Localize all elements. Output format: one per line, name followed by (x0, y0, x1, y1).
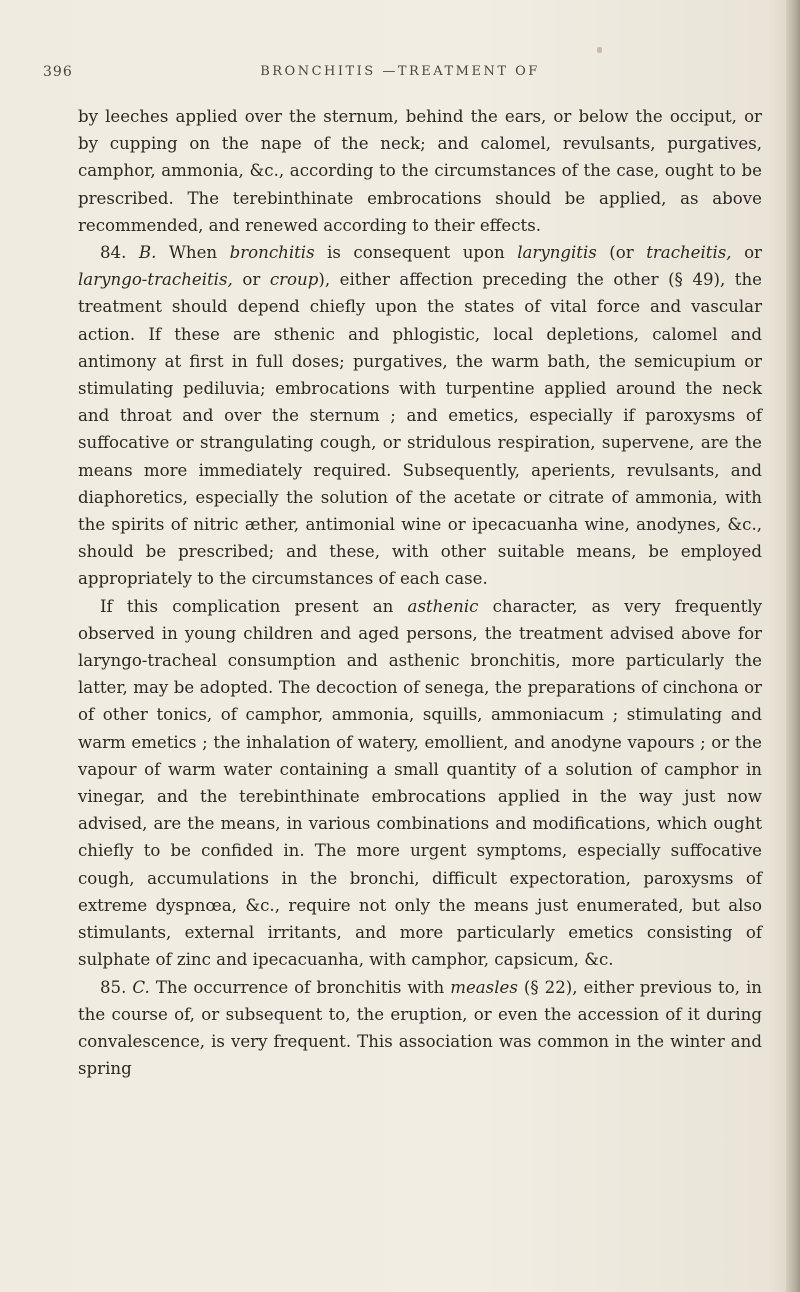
italic-term: measles (450, 977, 518, 997)
italic-term: croup (269, 270, 319, 290)
paragraph (78, 974, 762, 1083)
italic-term: laryngo-tracheitis, (78, 270, 233, 290)
italic-term: laryngitis (517, 243, 597, 263)
paragraph (78, 239, 762, 593)
text-run: (or (596, 243, 647, 263)
text-run: When (156, 243, 230, 263)
italic-term: bronchitis (229, 243, 315, 263)
text-run: by leeches applied over the sternum, behind the ears, or below the occiput, or by cupping on the nape of the neck; and calomel, revulsants, purgatives, camphor, ammonia, &c., according to the circumstances of the case, ought to be prescribed. The terebinthinate embrocations should be applied, as above recommended, and renewed according to their effects. (78, 107, 762, 235)
text-run: is consequent upon (314, 243, 518, 263)
text-run: character, as very frequently observed in young children and aged persons, the treatment advised above for laryngo-tracheal consumption and asthenic bronchitis, more particularly the latter, may be adopted. The decoction of senega, the preparations of cinchona or of other tonics, of camphor, ammonia, squills, ammoniacum ; stimulating and warm emetics ; the inhalation of watery, emollient, and anodyne vapours ; or the vapour of warm water containing a small quantity of a solution of camphor in vinegar, and the terebinthinate embrocations applied in the way just now advised, are the means, in various combinations and modifications, which ought chiefly to be confided in. The more urgent symptoms, especially suffocative cough, accumulations in the bronchi, difficult expectoration, paroxysms of extreme dyspnœa, &c., require not only the means just enumerated, but also stimulants, external irritants, and more particularly emetics consisting of sulphate of zinc and ipecacuanha, with camphor, capsicum, &c. (78, 596, 762, 970)
text-run: 84. (100, 243, 139, 263)
italic-term: C. (132, 977, 150, 997)
paragraph (78, 103, 762, 239)
italic-term: asthenic (407, 596, 479, 616)
text-run: ), either affection preceding the other (§ 49), the treatment should depend chiefly upon the states of vital force and vascular action. If these are sthenic and phlogistic, local depletions, calomel and antimony at first in full doses; purgatives, the warm bath, the semicupium or stimulating pediluvia; embrocations with turpentine applied around the neck and throat and over the sternum ; and emetics, especially if paroxysms of suffocative or strangulating cough, or stridulous respiration, supervene, are the means more immediately required. Subsequently, aperients, revulsants, and diaphoretics, especially the solution of the acetate or citrate of ammonia, with the spirits of nitric æther, antimonial wine or ipecacuanha wine, anodynes, &c., should be prescribed; and these, with other suitable means, be employed appropriately to the circumstances of each case. (78, 270, 762, 589)
italic-term: B. (138, 243, 157, 263)
italic-term: tracheitis, (646, 243, 732, 263)
page-edge-shadow (786, 0, 800, 1292)
paragraph (78, 593, 762, 974)
text-run: 85. (100, 977, 133, 997)
running-head: BRONCHITIS —TREATMENT OF (260, 64, 540, 79)
ink-spot (597, 47, 602, 53)
text-run: The occurrence of bronchitis with (149, 977, 451, 997)
text-run: If this complication present an (100, 596, 408, 616)
body-text (78, 103, 762, 1082)
page-header (0, 64, 800, 88)
page-number: 396 (43, 64, 73, 80)
text-run: or (232, 270, 270, 290)
text-run: (§ 22), either previous to, in the course of, or subsequent to, the eruption, or even the accession of it during convalescence, is very frequent. This association was common in the winter and spring (78, 977, 762, 1079)
text-run: or (731, 243, 762, 263)
